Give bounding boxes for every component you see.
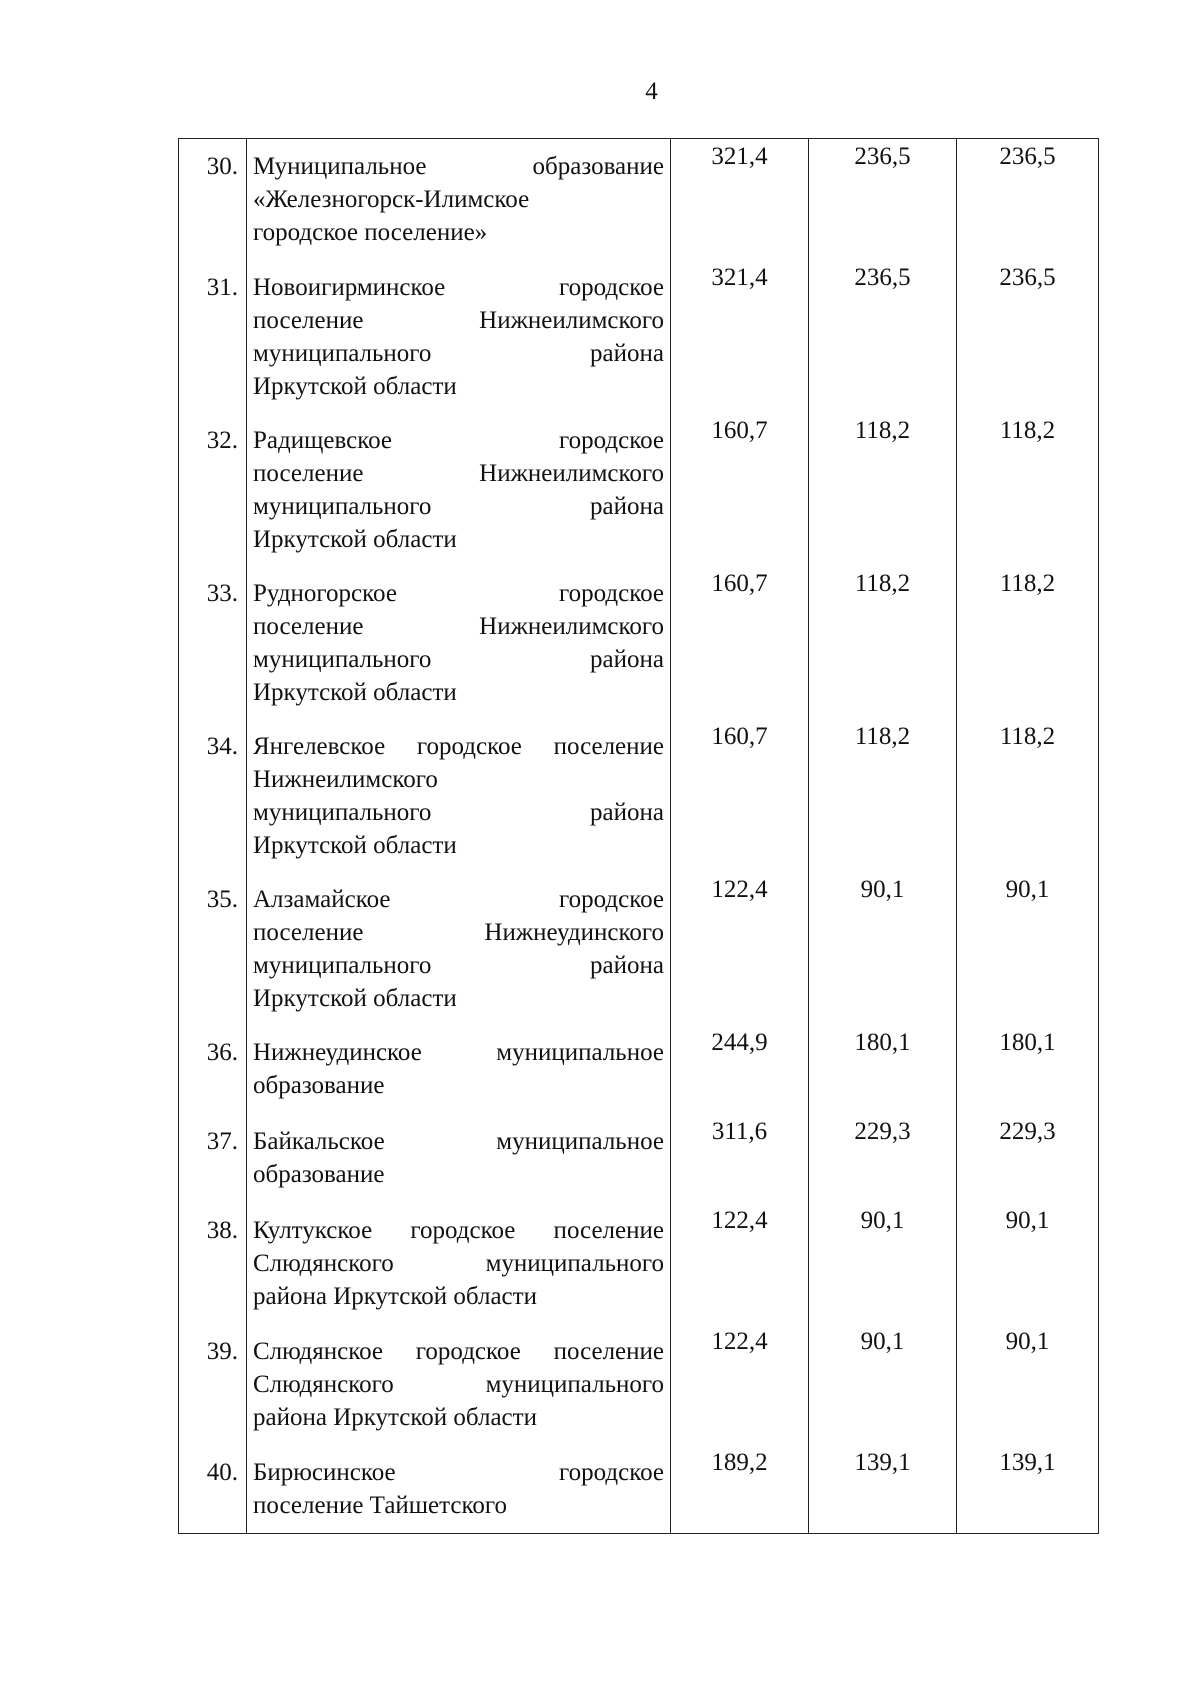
value-col-3: 139,1	[957, 1445, 1099, 1534]
value-col-1: 160,7	[671, 566, 809, 719]
table-row	[179, 566, 1099, 719]
name-line: Култукское городское поселение	[253, 1216, 664, 1244]
name-line: муниципального района	[253, 645, 664, 673]
table-row	[179, 1025, 1099, 1114]
value-col-2: 229,3	[809, 1114, 957, 1203]
name-line: поселение Нижнеилимского	[253, 459, 664, 487]
name-line: муниципального района	[253, 339, 664, 367]
name-line: района Иркутской области	[253, 1282, 537, 1310]
value-col-1: 122,4	[671, 1324, 809, 1445]
name-line: Слюдянское городское поселение	[253, 1337, 664, 1365]
table-row	[179, 260, 1099, 413]
name-line: Иркутской области	[253, 678, 457, 706]
name-line: Новоигирминское городское	[253, 273, 664, 301]
value-col-2: 236,5	[809, 260, 957, 413]
name-line: муниципального района	[253, 798, 664, 826]
value-col-2: 180,1	[809, 1025, 957, 1114]
municipality-name	[247, 1203, 671, 1324]
name-line: поселение Тайшетского	[253, 1491, 507, 1519]
value-col-1: 160,7	[671, 719, 809, 872]
allocation-table	[178, 138, 1099, 1534]
name-line: района Иркутской области	[253, 1403, 537, 1431]
name-line: Иркутской области	[253, 831, 457, 859]
table-row	[179, 139, 1099, 260]
value-col-2: 118,2	[809, 566, 957, 719]
value-col-2: 139,1	[809, 1445, 957, 1534]
value-col-2: 90,1	[809, 872, 957, 1025]
value-col-2: 118,2	[809, 413, 957, 566]
table-row	[179, 1114, 1099, 1203]
row-number: 38.	[179, 1203, 247, 1324]
row-number: 30.	[179, 139, 247, 260]
table-row	[179, 1203, 1099, 1324]
name-line: образование	[253, 1160, 385, 1188]
row-number: 32.	[179, 413, 247, 566]
value-col-1: 321,4	[671, 260, 809, 413]
name-line: Слюдянского муниципального	[253, 1370, 664, 1398]
name-line: Алзамайское городское	[253, 885, 664, 913]
name-line: Нижнеилимского	[253, 765, 438, 793]
municipality-name	[247, 719, 671, 872]
row-number: 40.	[179, 1445, 247, 1534]
row-number: 39.	[179, 1324, 247, 1445]
name-line: Рудногорское городское	[253, 579, 664, 607]
value-col-1: 160,7	[671, 413, 809, 566]
name-line: Иркутской области	[253, 525, 457, 553]
municipality-name	[247, 1445, 671, 1534]
value-col-3: 118,2	[957, 719, 1099, 872]
municipality-name	[247, 566, 671, 719]
name-line: образование	[253, 1071, 385, 1099]
name-line: Слюдянского муниципального	[253, 1249, 664, 1277]
value-col-1: 311,6	[671, 1114, 809, 1203]
table-row	[179, 872, 1099, 1025]
name-line: Байкальское муниципальное	[253, 1127, 664, 1155]
row-number: 35.	[179, 872, 247, 1025]
municipality-name	[247, 1324, 671, 1445]
name-line: Радищевское городское	[253, 426, 664, 454]
value-col-3: 90,1	[957, 1203, 1099, 1324]
value-col-3: 90,1	[957, 872, 1099, 1025]
name-line: поселение Нижнеилимского	[253, 306, 664, 334]
name-line: Муниципальное образование	[253, 153, 664, 180]
name-line: «Железногорск-Илимское	[253, 186, 530, 213]
name-line: Иркутской области	[253, 372, 457, 400]
table-body	[179, 139, 1099, 1534]
value-col-3: 236,5	[957, 260, 1099, 413]
table-row	[179, 1324, 1099, 1445]
value-col-2: 90,1	[809, 1203, 957, 1324]
table-row	[179, 1445, 1099, 1534]
value-col-3: 229,3	[957, 1114, 1099, 1203]
table-row	[179, 719, 1099, 872]
page-number: 4	[645, 78, 658, 105]
value-col-3: 118,2	[957, 566, 1099, 719]
row-number: 36.	[179, 1025, 247, 1114]
value-col-1: 189,2	[671, 1445, 809, 1534]
name-line: муниципального района	[253, 492, 664, 520]
value-col-1: 122,4	[671, 872, 809, 1025]
value-col-2: 90,1	[809, 1324, 957, 1445]
name-line: Нижнеудинское муниципальное	[253, 1038, 664, 1066]
municipality-name	[247, 413, 671, 566]
name-line: Иркутской области	[253, 984, 457, 1012]
value-col-1: 244,9	[671, 1025, 809, 1114]
value-col-3: 236,5	[957, 139, 1099, 260]
value-col-1: 321,4	[671, 139, 809, 260]
value-col-2: 118,2	[809, 719, 957, 872]
table-row	[179, 413, 1099, 566]
municipality-name	[247, 1114, 671, 1203]
municipality-name	[247, 139, 671, 260]
value-col-3: 180,1	[957, 1025, 1099, 1114]
municipality-name	[247, 1025, 671, 1114]
name-line: Янгелевское городское поселение	[253, 732, 664, 760]
value-col-3: 118,2	[957, 413, 1099, 566]
row-number: 37.	[179, 1114, 247, 1203]
value-col-2: 236,5	[809, 139, 957, 260]
row-number: 34.	[179, 719, 247, 872]
name-line: городское поселение»	[253, 219, 488, 246]
name-line: поселение Нижнеилимского	[253, 612, 664, 640]
municipality-name	[247, 872, 671, 1025]
name-line: Бирюсинское городское	[253, 1458, 664, 1486]
name-line: муниципального района	[253, 951, 664, 979]
row-number: 33.	[179, 566, 247, 719]
row-number: 31.	[179, 260, 247, 413]
municipality-name	[247, 260, 671, 413]
value-col-3: 90,1	[957, 1324, 1099, 1445]
value-col-1: 122,4	[671, 1203, 809, 1324]
name-line: поселение Нижнеудинского	[253, 918, 664, 946]
